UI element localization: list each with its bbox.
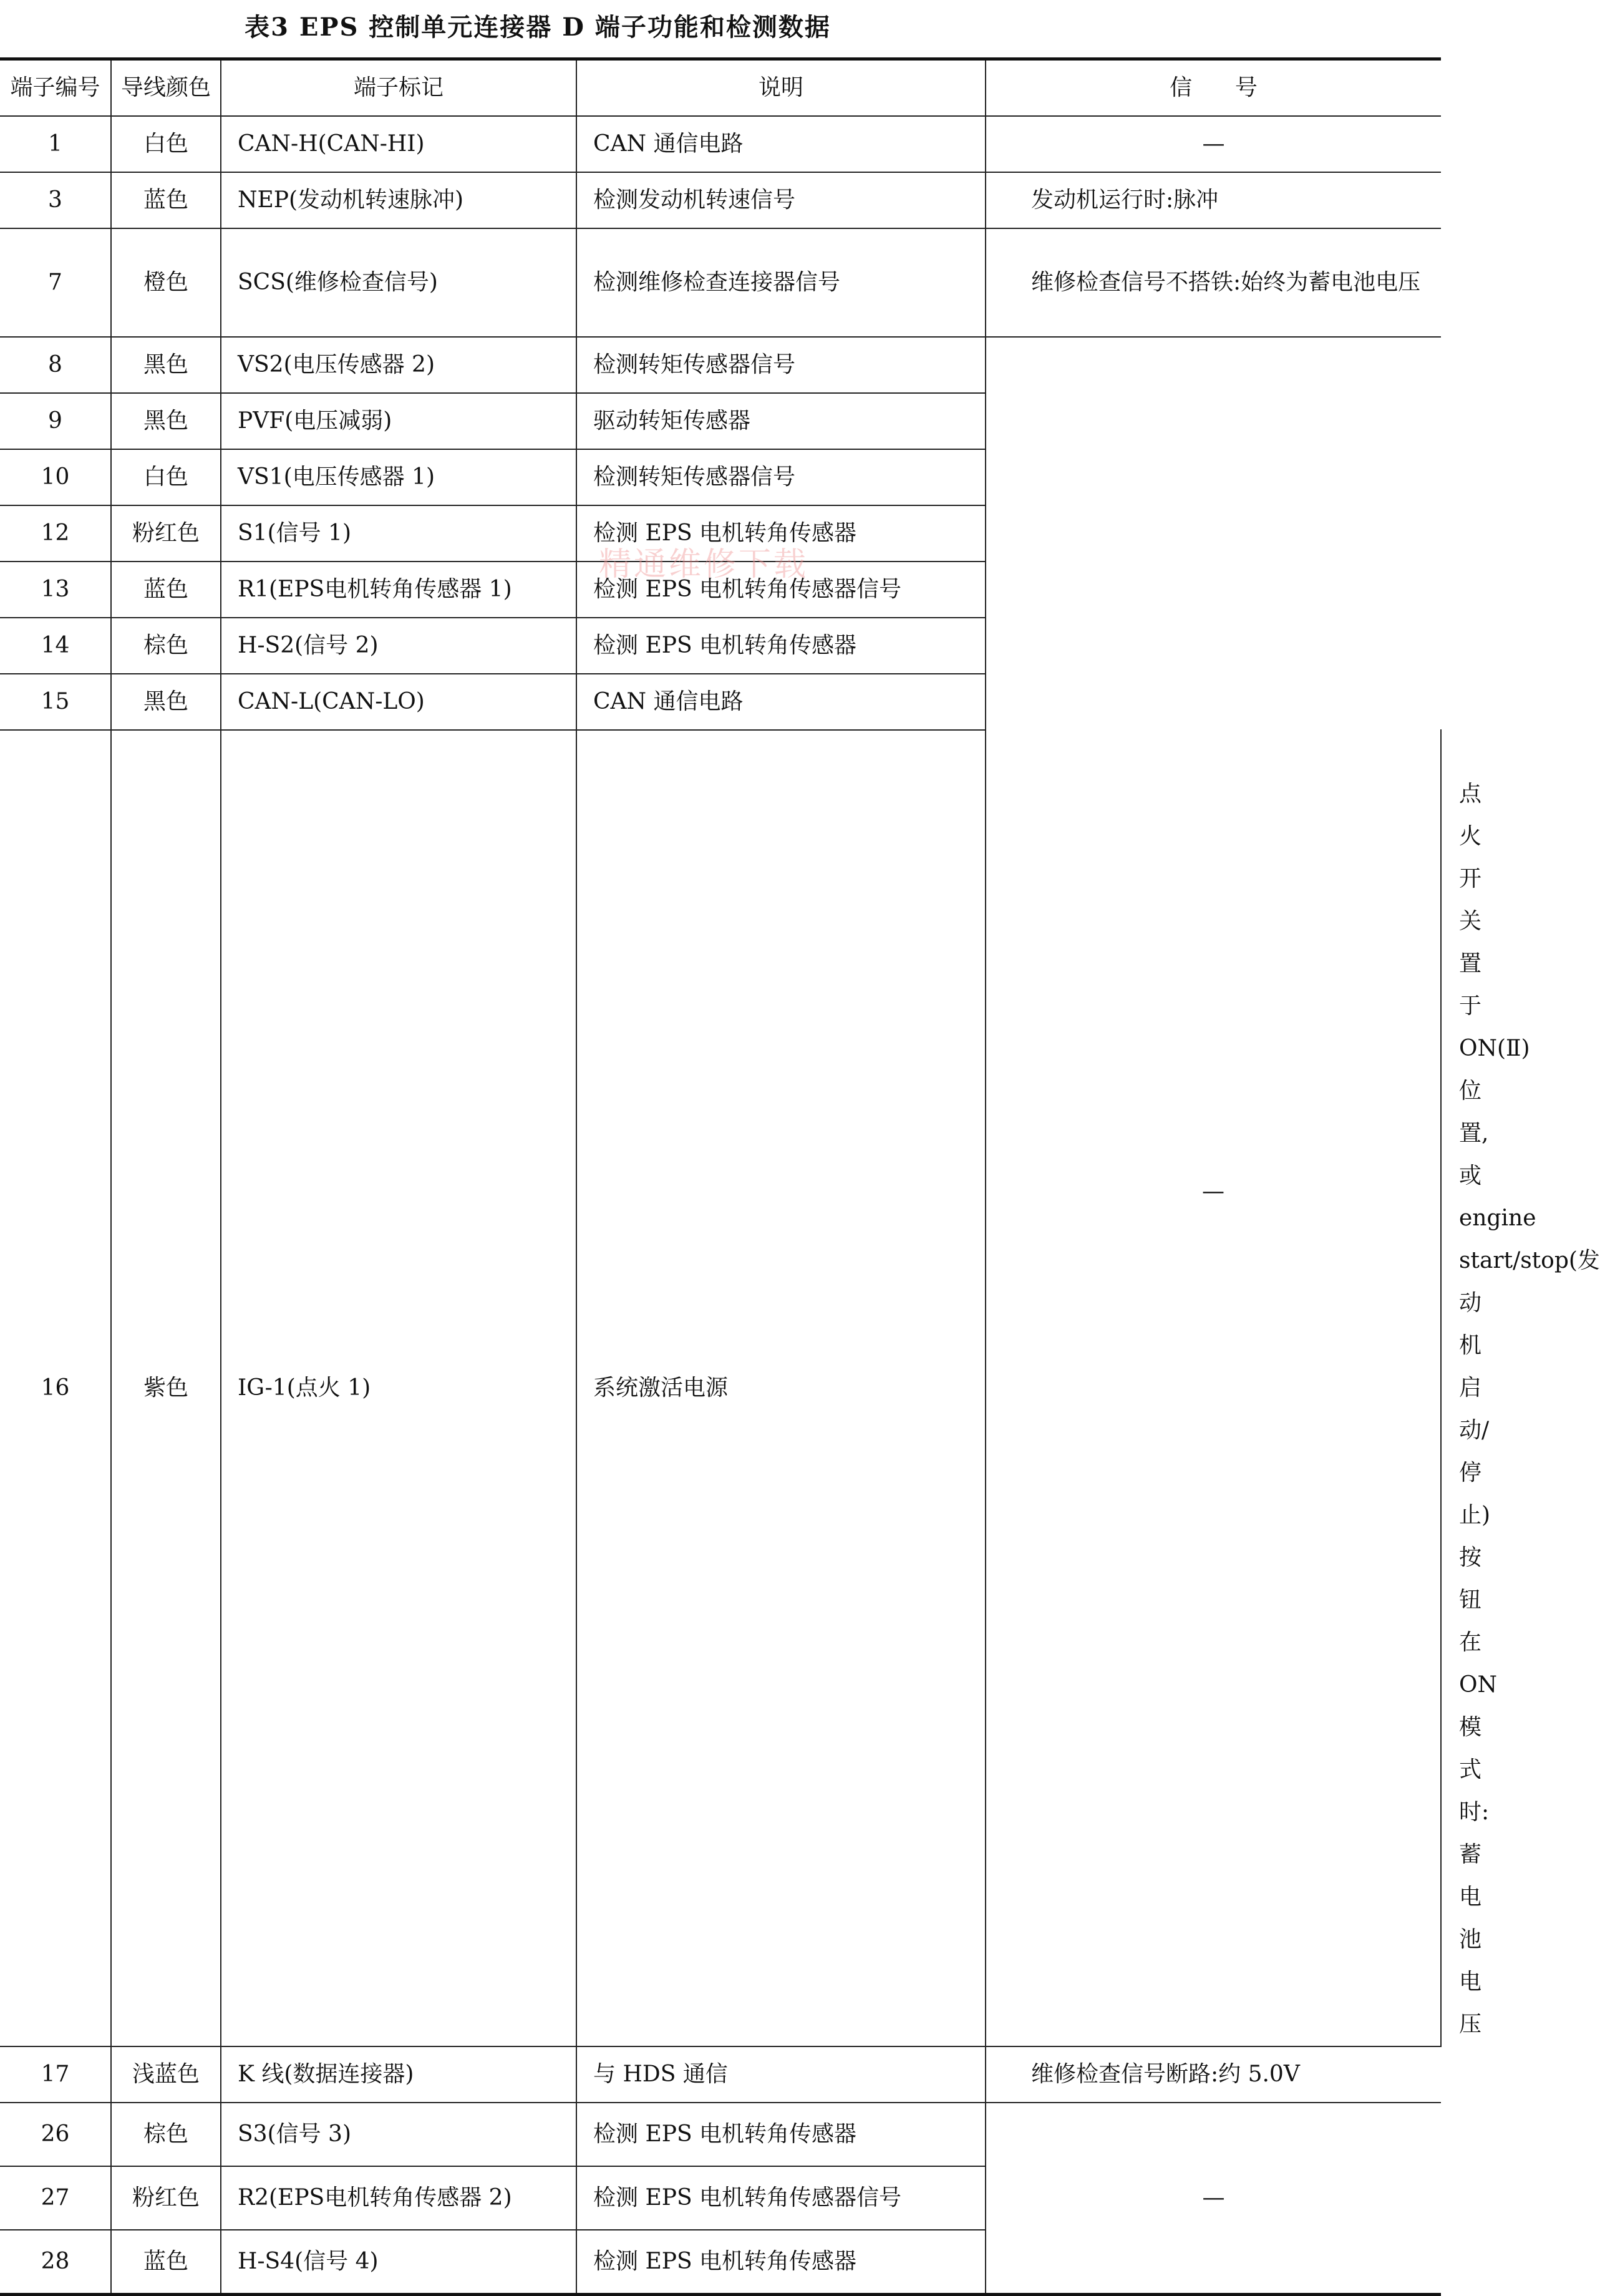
header-mark: 端子标记 bbox=[221, 59, 576, 117]
cell-color: 棕色 bbox=[111, 618, 221, 674]
cell-mark: CAN-L(CAN-LO) bbox=[221, 674, 576, 730]
cell-terminal: 8 bbox=[0, 337, 111, 393]
cell-mark: R2(EPS电机转角传感器 2) bbox=[221, 2166, 576, 2230]
cell-signal-merged: — bbox=[986, 337, 1441, 2046]
header-signal: 信 号 bbox=[986, 59, 1441, 117]
cell-desc: 检测 EPS 电机转角传感器 bbox=[576, 505, 986, 562]
cell-mark: VS1(电压传感器 1) bbox=[221, 449, 576, 505]
cell-desc: CAN 通信电路 bbox=[576, 116, 986, 172]
cell-terminal: 12 bbox=[0, 505, 111, 562]
cell-desc: CAN 通信电路 bbox=[576, 674, 986, 730]
cell-color: 黑色 bbox=[111, 337, 221, 393]
cell-mark: R1(EPS电机转角传感器 1) bbox=[221, 562, 576, 618]
watermark: 精通维修下载 bbox=[599, 546, 809, 583]
table-row bbox=[0, 172, 1441, 228]
cell-signal bbox=[986, 228, 1441, 337]
header-color: 导线颜色 bbox=[111, 59, 221, 117]
terminal-table bbox=[0, 57, 1600, 2296]
cell-color: 紫色 bbox=[111, 730, 221, 2046]
cell-terminal: 15 bbox=[0, 674, 111, 730]
cell-signal bbox=[986, 2046, 1441, 2103]
cell-desc: 检测 EPS 电机转角传感器 bbox=[576, 2103, 986, 2166]
cell-desc: 检测维修检查连接器信号 bbox=[576, 228, 986, 337]
header-row bbox=[0, 59, 1441, 117]
cell-desc: 系统激活电源 bbox=[576, 730, 986, 2046]
cell-mark: SCS(维修检查信号) bbox=[221, 228, 576, 337]
cell-signal-merged: — bbox=[986, 2103, 1441, 2295]
cell-signal: — bbox=[986, 116, 1441, 172]
cell-color: 粉红色 bbox=[111, 2166, 221, 2230]
cell-terminal: 13 bbox=[0, 562, 111, 618]
cell-desc: 检测 EPS 电机转角传感器 bbox=[576, 618, 986, 674]
cell-desc: 检测发动机转速信号 bbox=[576, 172, 986, 228]
cell-signal bbox=[986, 172, 1441, 228]
cell-desc: 检测 EPS 电机转角传感器 bbox=[576, 2230, 986, 2295]
table-title: 表3 EPS 控制单元连接器 D 端子功能和检测数据 bbox=[245, 12, 831, 42]
cell-color: 白色 bbox=[111, 116, 221, 172]
cell-desc: 检测 EPS 电机转角传感器信号 bbox=[576, 562, 986, 618]
cell-terminal: 3 bbox=[0, 172, 111, 228]
cell-terminal: 28 bbox=[0, 2230, 111, 2295]
cell-color: 黑色 bbox=[111, 393, 221, 449]
header-desc: 说明 bbox=[576, 59, 986, 117]
cell-mark: S3(信号 3) bbox=[221, 2103, 576, 2166]
table-row bbox=[0, 2046, 1441, 2103]
cell-mark: IG-1(点火 1) bbox=[221, 730, 576, 2046]
cell-mark: S1(信号 1) bbox=[221, 505, 576, 562]
cell-terminal: 10 bbox=[0, 449, 111, 505]
cell-terminal: 1 bbox=[0, 116, 111, 172]
table-row bbox=[0, 2103, 1441, 2166]
cell-color: 蓝色 bbox=[111, 2230, 221, 2295]
cell-color: 浅蓝色 bbox=[111, 2046, 221, 2103]
header-terminal: 端子编号 bbox=[0, 59, 111, 117]
cell-terminal: 16 bbox=[0, 730, 111, 2046]
signal-text: 点火开关置于 ON(Ⅱ)位置,或 engine start/stop(发动机启动/停止)按钮在 ON 模式时:蓄电池电压 bbox=[1459, 781, 1600, 2037]
cell-color: 粉红色 bbox=[111, 505, 221, 562]
cell-mark: PVF(电压减弱) bbox=[221, 393, 576, 449]
cell-desc: 与 HDS 通信 bbox=[576, 2046, 986, 2103]
cell-color: 黑色 bbox=[111, 674, 221, 730]
cell-terminal: 17 bbox=[0, 2046, 111, 2103]
cell-terminal: 27 bbox=[0, 2166, 111, 2230]
cell-color: 蓝色 bbox=[111, 562, 221, 618]
table-row bbox=[0, 337, 1441, 393]
cell-color: 白色 bbox=[111, 449, 221, 505]
cell-mark: H-S4(信号 4) bbox=[221, 2230, 576, 2295]
cell-terminal: 26 bbox=[0, 2103, 111, 2166]
cell-color: 橙色 bbox=[111, 228, 221, 337]
cell-mark: VS2(电压传感器 2) bbox=[221, 337, 576, 393]
signal-text: 维修检查信号断路:约 5.0V bbox=[1031, 2061, 1300, 2087]
cell-desc: 检测转矩传感器信号 bbox=[576, 337, 986, 393]
signal-text: 发动机运行时:脉冲 bbox=[1031, 187, 1219, 213]
cell-mark: CAN-H(CAN-HI) bbox=[221, 116, 576, 172]
cell-desc: 检测 EPS 电机转角传感器信号 bbox=[576, 2166, 986, 2230]
cell-desc: 检测转矩传感器信号 bbox=[576, 449, 986, 505]
cell-mark: H-S2(信号 2) bbox=[221, 618, 576, 674]
signal-text: 维修检查信号不搭铁:始终为蓄电池电压 bbox=[1031, 270, 1421, 295]
cell-terminal: 9 bbox=[0, 393, 111, 449]
cell-mark: K 线(数据连接器) bbox=[221, 2046, 576, 2103]
cell-terminal: 14 bbox=[0, 618, 111, 674]
cell-mark: NEP(发动机转速脉冲) bbox=[221, 172, 576, 228]
table-row bbox=[0, 228, 1441, 337]
cell-terminal: 7 bbox=[0, 228, 111, 337]
cell-color: 棕色 bbox=[111, 2103, 221, 2166]
cell-color: 蓝色 bbox=[111, 172, 221, 228]
cell-desc: 驱动转矩传感器 bbox=[576, 393, 986, 449]
table-row bbox=[0, 116, 1441, 172]
